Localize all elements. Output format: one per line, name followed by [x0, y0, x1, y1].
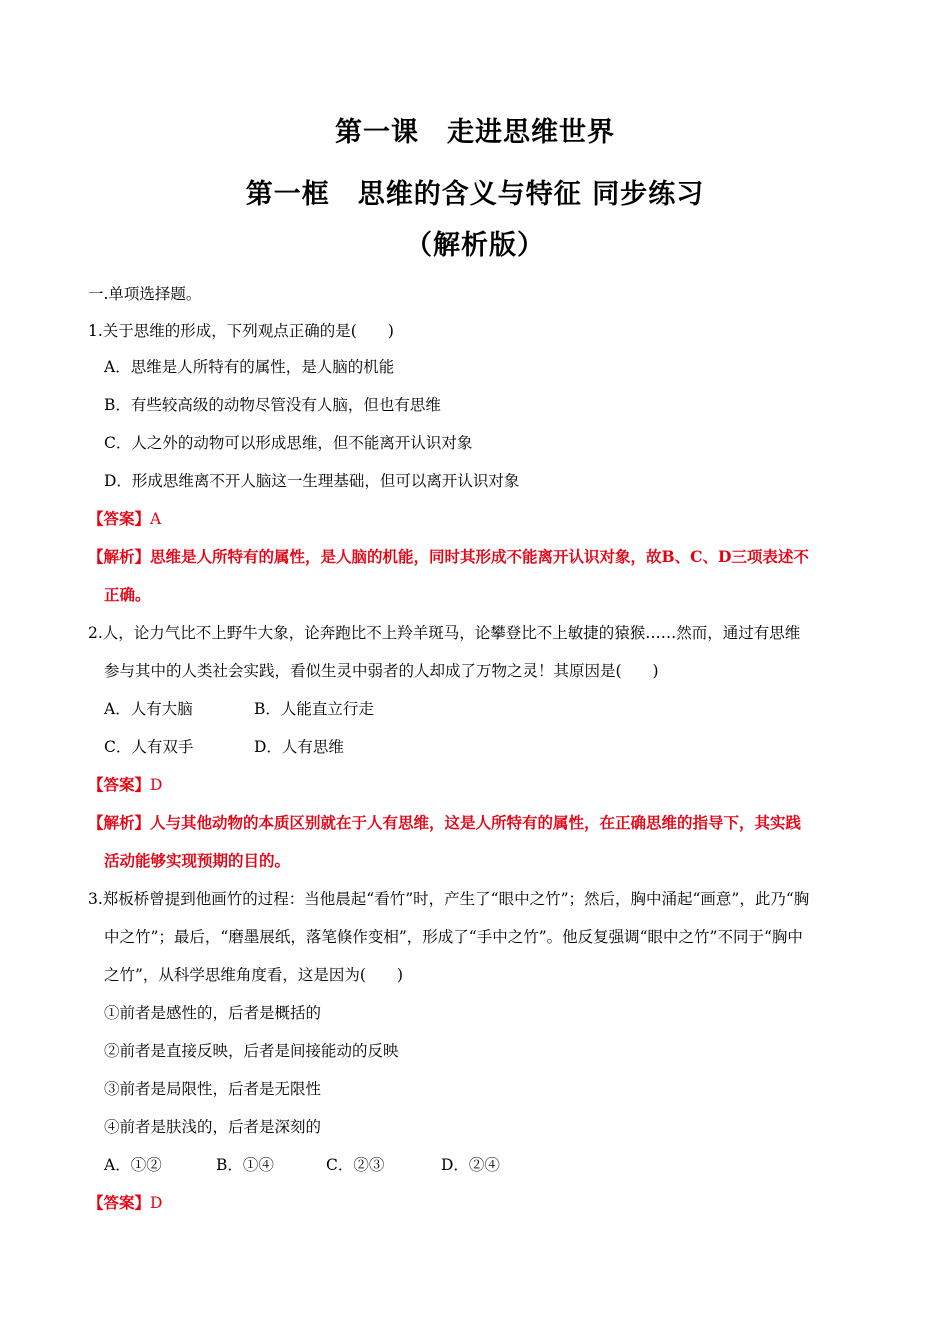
- q3-option-b: B．①④: [216, 1156, 274, 1174]
- q2-analysis: [88, 813, 868, 833]
- q1-answer-label: 【答案】: [88, 509, 151, 528]
- q1-option-b: B．有些较高级的动物尽管没有人脑，但也有思维: [104, 396, 441, 414]
- q3-answer-label: 【答案】: [88, 1193, 151, 1212]
- q2-option-c: C．人有双手: [104, 738, 194, 756]
- q2-analysis-line-2-text: 活动能够实现预期的目的。: [104, 851, 291, 870]
- q1-answer: [88, 509, 868, 529]
- q1-stem: 1.关于思维的形成，下列观点正确的是( ): [88, 322, 394, 340]
- q2-answer-label: 【答案】: [88, 775, 151, 794]
- q3-option-c: C．②③: [326, 1156, 385, 1174]
- q2-analysis-line-2: [104, 851, 884, 871]
- q2-option-row-2: [104, 737, 884, 757]
- q3-statement-4: ④前者是肤浅的，后者是深刻的: [104, 1118, 322, 1136]
- lesson-title: 第一课 走进思维世界: [335, 117, 615, 148]
- q1-answer-value: A: [150, 510, 162, 528]
- q1-analysis: [88, 547, 868, 567]
- q3-stem-line-1: 3.郑板桥曾提到他画竹的过程：当他晨起“看竹”时，产生了“眼中之竹”；然后，胸中涌起“画意”，此乃“胸: [88, 890, 810, 908]
- q2-option-a: A．人有大脑: [104, 700, 193, 718]
- q3-stem-line-3: 之竹”，从科学思维角度看，这是因为( ): [104, 966, 404, 984]
- q2-option-row-1: [104, 699, 884, 719]
- q3-stem-line-2: 中之竹”；最后，“磨墨展纸，落笔倏作变相”，形成了“手中之竹”。他反复强调“眼中之竹”不同于“胸中: [104, 928, 803, 946]
- q2-option-b: B．人能直立行走: [254, 700, 374, 718]
- q1-analysis-line-2: [104, 585, 884, 605]
- q2-stem-line-2: 参与其中的人类社会实践，看似生灵中弱者的人却成了万物之灵！其原因是( ): [104, 662, 659, 680]
- q2-analysis-line-1: 人与其他动物的本质区别就在于人有思维，这是人所特有的属性，在正确思维的指导下，其实践: [150, 813, 802, 832]
- q3-statement-1: ①前者是感性的，后者是概括的: [104, 1004, 322, 1022]
- q1-analysis-line-2-text: 正确。: [104, 585, 151, 604]
- q2-answer-value: D: [150, 776, 163, 794]
- q1-analysis-label: 【解析】: [88, 547, 151, 566]
- q2-option-d: D．人有思维: [254, 738, 344, 756]
- q3-option-a: A．①②: [104, 1156, 162, 1174]
- q2-analysis-label: 【解析】: [88, 813, 151, 832]
- q3-statement-2: ②前者是直接反映，后者是间接能动的反映: [104, 1042, 399, 1060]
- q2-stem-line-1: 2.人，论力气比不上野牛大象，论奔跑比不上羚羊斑马，论攀登比不上敏捷的猿猴……然而，通过有思维: [88, 624, 801, 642]
- section-heading: 一.单项选择题。: [88, 285, 202, 303]
- q2-answer: [88, 775, 868, 795]
- q3-answer: [88, 1193, 868, 1213]
- q1-option-d: D．形成思维离不开人脑这一生理基础，但可以离开认识对象: [104, 472, 520, 490]
- q3-option-d: D．②④: [441, 1156, 500, 1174]
- q1-analysis-line-1: 思维是人所特有的属性，是人脑的机能，同时其形成不能离开认识对象，故B、C、D三项表述不: [150, 547, 809, 566]
- edition-label: （解析版）: [405, 230, 545, 261]
- q1-option-c: C．人之外的动物可以形成思维，但不能离开认识对象: [104, 434, 473, 452]
- section-subtitle: 第一框 思维的含义与特征 同步练习: [245, 179, 705, 210]
- q3-answer-value: D: [150, 1194, 163, 1212]
- q3-statement-3: ③前者是局限性，后者是无限性: [104, 1080, 322, 1098]
- q1-option-a: A．思维是人所特有的属性，是人脑的机能: [104, 358, 395, 376]
